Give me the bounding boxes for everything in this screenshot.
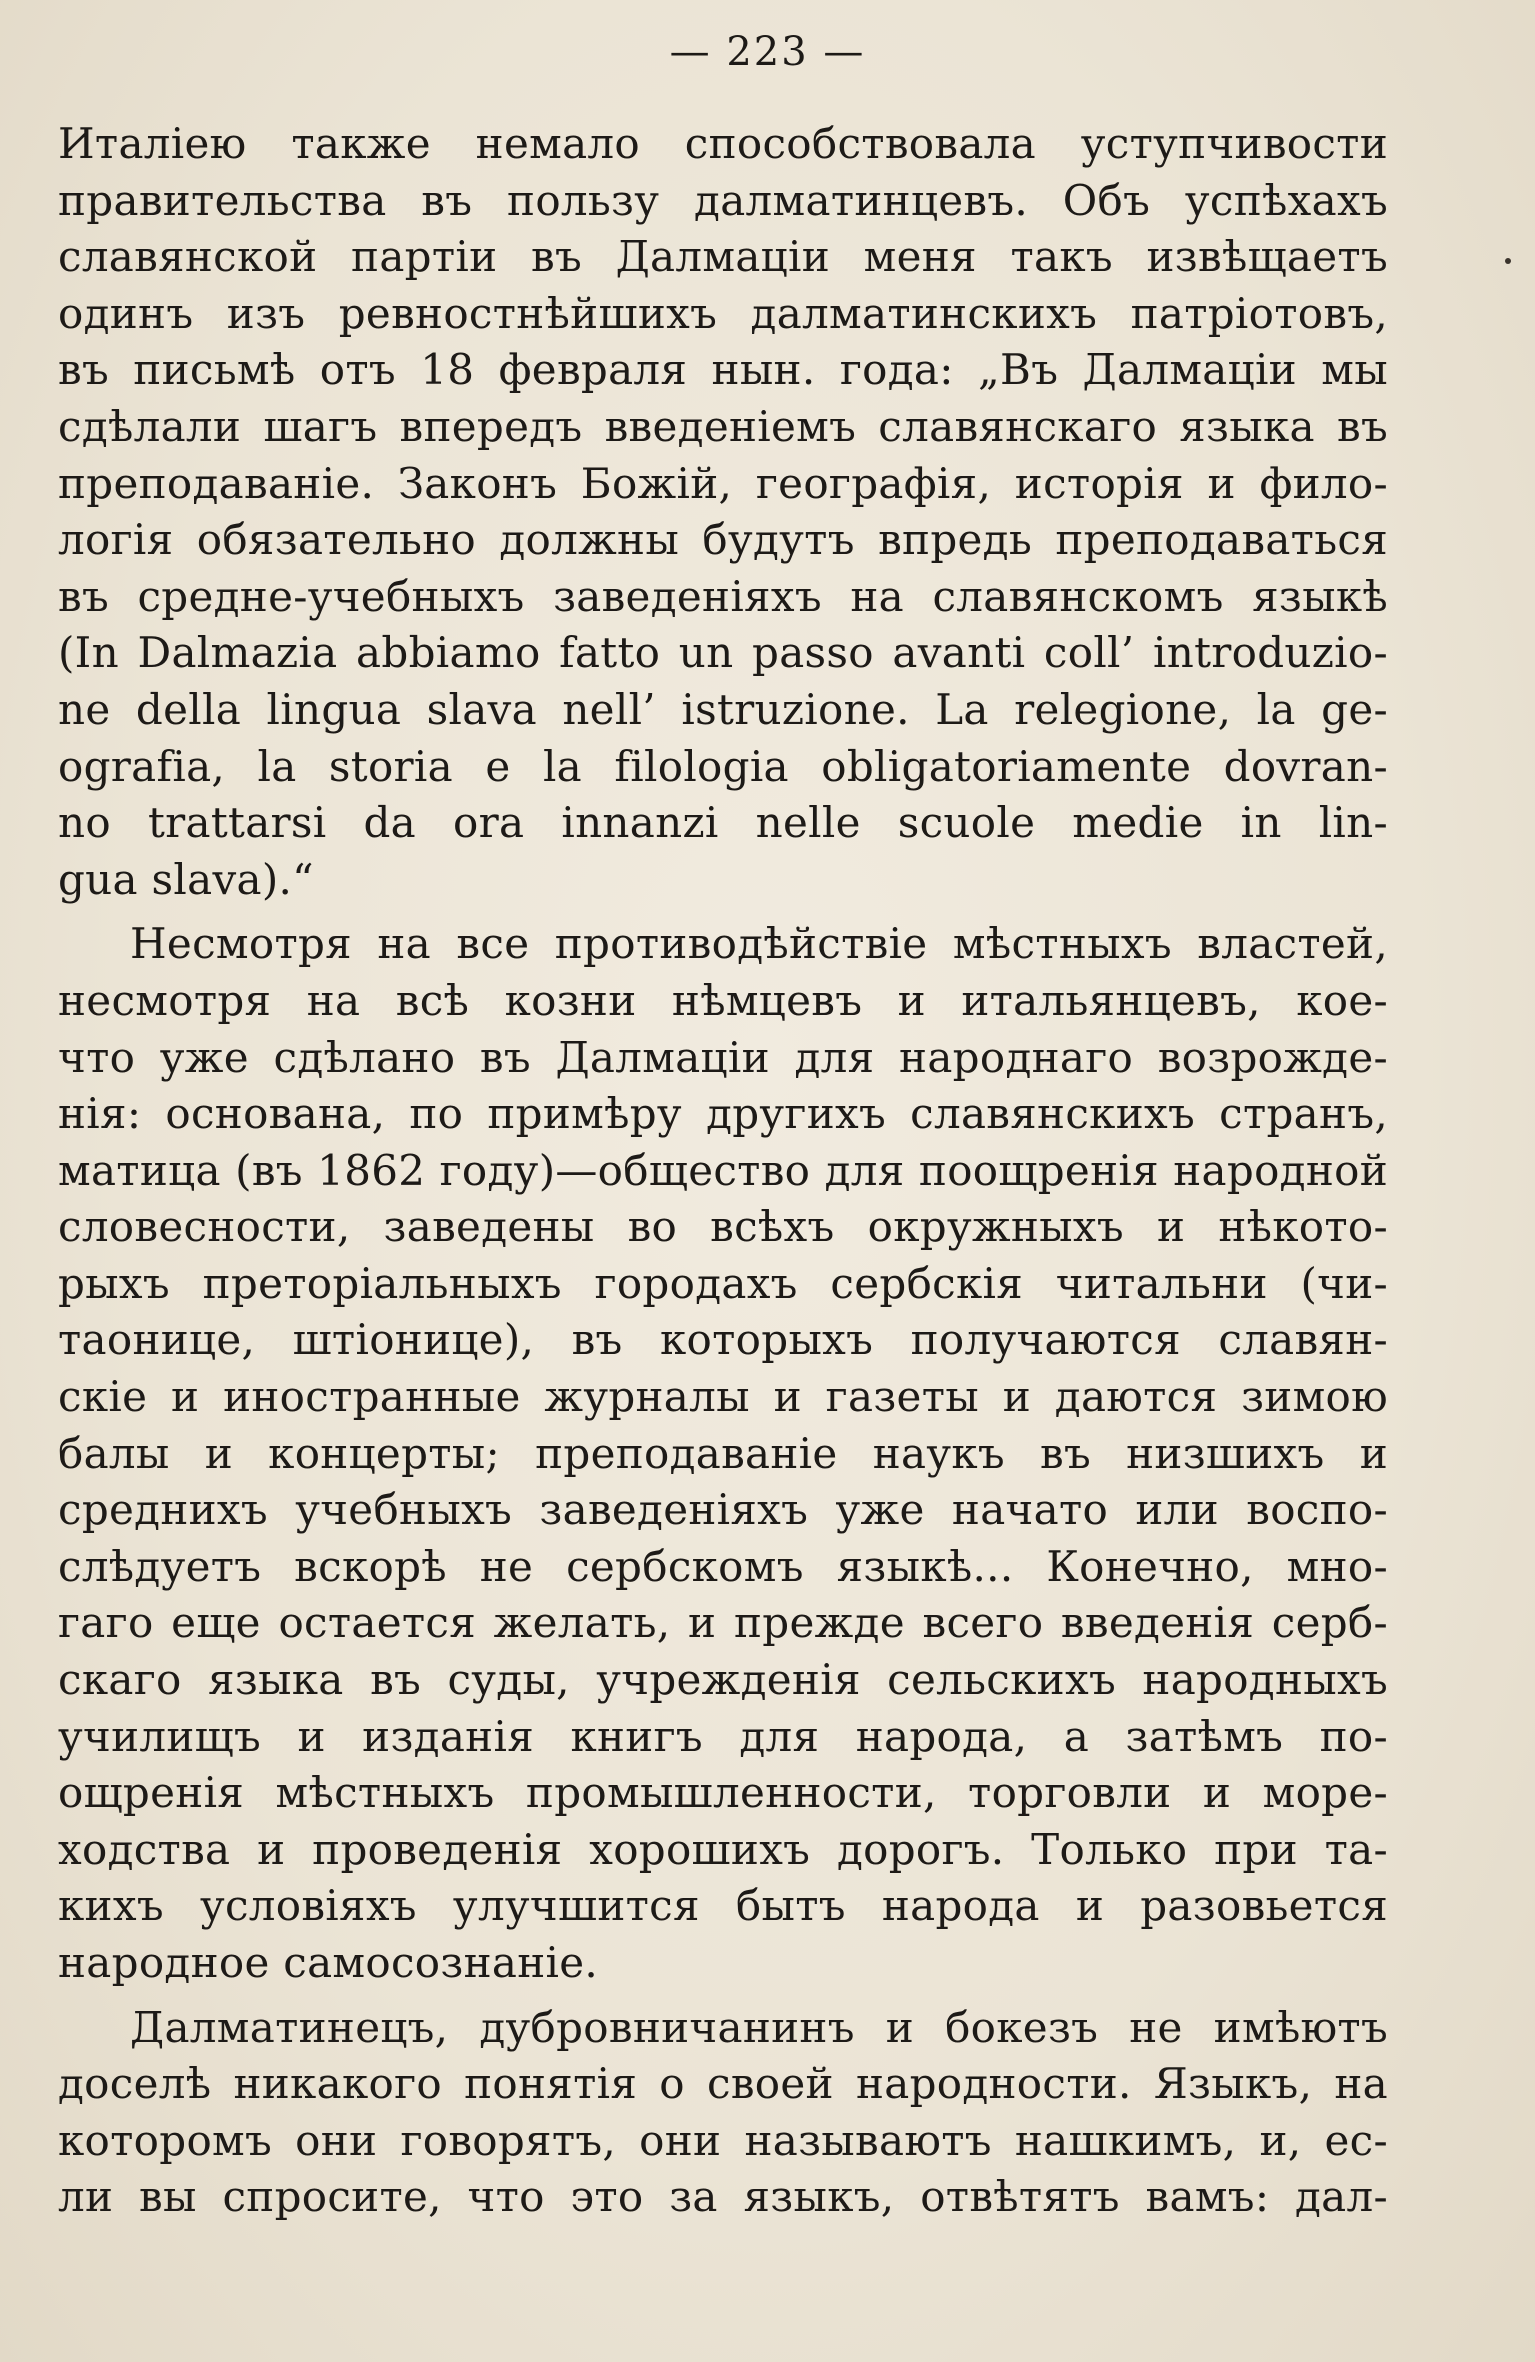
text-line: нiя: основана, по примѣру другихъ славянскихъ странъ,	[58, 1089, 1388, 1139]
text-line: gua slava).“	[58, 854, 314, 904]
text-line: гаго еще остается желать, и прежде всего введенiя серб-	[58, 1598, 1388, 1648]
text-line: рыхъ преторiальныхъ городахъ сербскiя читальни (чи-	[58, 1258, 1388, 1308]
text-line: логiя обязательно должны будутъ впредь преподаваться	[58, 515, 1388, 565]
text-line: сдѣлали шагъ впередъ введенiемъ славянскаго языка въ	[58, 401, 1388, 451]
paragraph-2	[58, 916, 1388, 1991]
text-line: скаго языка въ суды, учрежденiя сельскихъ народныхъ	[58, 1655, 1388, 1705]
page-number: — 223 —	[669, 29, 866, 75]
text-line: балы и концерты; преподаванiе наукъ въ низшихъ и	[58, 1428, 1388, 1478]
text-line: словесности, заведены во всѣхъ окружныхъ и нѣкото-	[58, 1202, 1388, 1252]
text-line: въ средне-учебныхъ заведенiяхъ на славянскомъ языкѣ	[58, 571, 1388, 621]
text-line: правительства въ пользу далматинцевъ. Объ успѣхахъ	[58, 175, 1388, 225]
text-line: no trattarsi da ora innanzi nelle scuole medie in lin-	[58, 798, 1388, 848]
text-line: ografia, la storia e la filologia obligatoriamente dovran-	[58, 741, 1388, 791]
text-line: въ письмѣ отъ 18 февраля нын. года: „Въ Далмацiи мы	[58, 345, 1388, 395]
text-line: скiе и иностранные журналы и газеты и даются зимою	[58, 1372, 1388, 1422]
text-line: славянской партiи въ Далмацiи меня такъ извѣщаетъ	[58, 232, 1388, 282]
text-line: доселѣ никакого понятiя о своей народности. Языкъ, на	[58, 2059, 1388, 2109]
text-line: которомъ они говорятъ, они называютъ нашкимъ, и, ес-	[58, 2115, 1388, 2165]
text-line: народное самосознанiе.	[58, 1938, 599, 1987]
print-speck	[1505, 258, 1511, 264]
text-line: ощренiя мѣстныхъ промышленности, торговли и море-	[58, 1768, 1388, 1818]
text-line: ne della lingua slava nell’ istruzione. La relegione, la ge-	[58, 684, 1388, 734]
paragraph-3	[58, 2000, 1388, 2226]
text-line: матица (въ 1862 году)—общество для поощренiя народной	[58, 1145, 1388, 1195]
text-line: одинъ изъ ревностнѣйшихъ далматинскихъ патрiотовъ,	[58, 288, 1388, 338]
text-line: что уже сдѣлано въ Далмацiи для народнаго возрожде-	[58, 1032, 1388, 1082]
text-line: ли вы спросите, что это за языкъ, отвѣтятъ вамъ: дал-	[58, 2172, 1388, 2222]
text-line: училищъ и изданiя книгъ для народа, а затѣмъ по-	[58, 1711, 1388, 1761]
text-line: кихъ условiяхъ улучшится бытъ народа и разовьется	[58, 1881, 1388, 1931]
text-line: преподаванiе. Законъ Божiй, географiя, исторiя и фило-	[58, 458, 1388, 508]
text-line: таонице, штiонице), въ которыхъ получаются славян-	[58, 1315, 1388, 1365]
text-line: среднихъ учебныхъ заведенiяхъ уже начато или воспо-	[58, 1485, 1388, 1535]
text-line: ходства и проведенiя хорошихъ дорогъ. Только при та-	[58, 1824, 1388, 1874]
paragraph-1	[58, 116, 1388, 908]
text-line: слѣдуетъ вскорѣ не сербскомъ языкѣ... Конечно, мно-	[58, 1541, 1388, 1591]
page-body	[58, 116, 1388, 2226]
text-line: Несмотря на все противодѣйствiе мѣстныхъ властей,	[130, 919, 1388, 969]
text-line: Далматинецъ, дубровничанинъ и бокезъ не имѣютъ	[130, 2002, 1388, 2052]
text-line: (In Dalmazia abbiamo fatto un passo avanti coll’ introduzio-	[58, 628, 1388, 678]
text-line: Италiею также немало способствовала уступчивости	[58, 119, 1388, 168]
text-line: несмотря на всѣ козни нѣмцевъ и итальянцевъ, кое-	[58, 975, 1388, 1025]
